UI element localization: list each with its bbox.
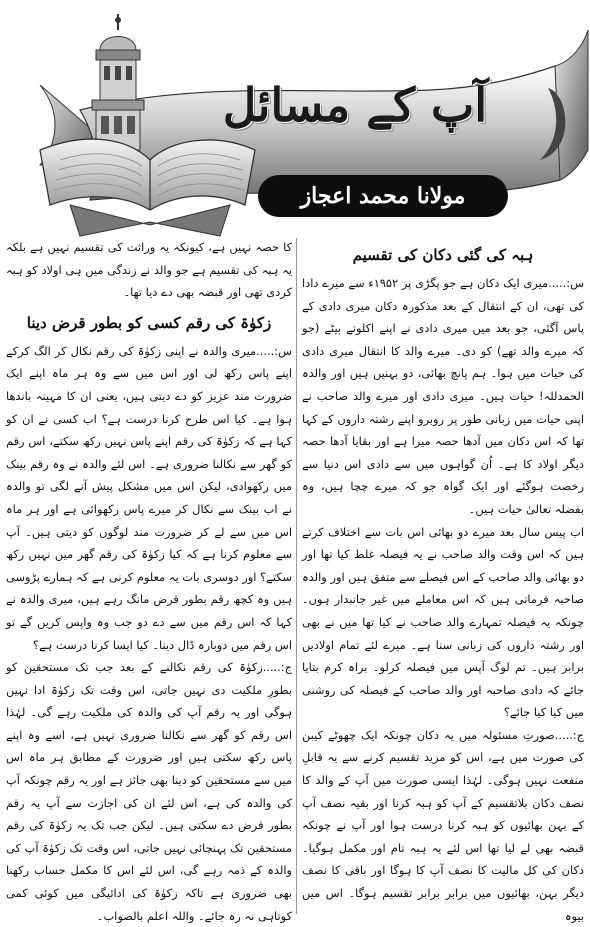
header-title: آپ کے مسائل	[222, 78, 488, 132]
article-heading-gifted-shop: ہبہ کی گئی دکان کی تقسیم	[352, 246, 534, 264]
right-column	[302, 236, 584, 927]
author-name-badge: مولانا محمد اعجاز مصطفیٰ	[258, 175, 508, 217]
question-paragraph-2: اب پیس سال بعد میرے دو بھائی اس بات سے اختلاف کرتے ہیں کہ اس وقت والد صاحب نے یہ فیصلہ غلط کیا تھا اور دو بھائی والد صاحب کے اس فیصلے سے متفق ہیں اور والدہ صاحبہ فرماتی ہیں کہ اس معاملے میں غیر جانبدار ہوں۔ چونکہ یہ فیصلہ تمہارے والد صاحب نے کیا تھا میں نے بھی اور رشتہ داروں کی زبانی سنا ہے۔ میرے لئے تمام اولادیں برابر ہیں۔ تم لوگ آپس میں فیصلہ کرلو۔ براہ کرم بتایا جائے کہ دادی صاحبہ اور والد صاحب کے فیصلہ کی روشنی میں کیا کیا جائے؟	[302, 524, 584, 720]
mosque-minaret-icon	[92, 14, 144, 150]
question-text: س:.....میری ایک دکان ہے جو پگڑی پر ۱۹۵۲ء سے میرے دادا کی تھی، ان کے انتقال کے بعد مذکورہ دکان میری دادی کے پاس آگئی، جو بعد میں میری دادی نے اپنے اکلوتے بیٹے (جو کہ میرے والد تھے) کو دی۔ میرے والد کا انتقال میری دادی کی حیات میں ہوا۔ ہم پانچ بھائی، دو بہنیں ہیں اور والدہ الحمدللہ! حیات ہیں۔ میری دادی اور میرے والد صاحب نے اپنی حیات میں زبانی طور پر روبرو اپنے رشتہ داروں کے کہا تھا کہ اس دکان میں آدھا حصہ میرا ہے اور بقایا آدھا حصہ دیگر اولاد کا ہے۔ اُن گواہوں میں سے دادی اس دنیا سے رخصت ہوگئے اور ایک گواہ جو کہ میرے چچا ہیں، وہ بفضلہ تعالیٰ حیات ہیں۔	[302, 276, 584, 516]
question-text: س:.....میری والدہ نے اپنی زکوٰۃ کی رقم نکال کر الگ کرکے اپنے پاس رکھ لی اور اس میں سے وہ ہر ماہ اپنے ایک ضرورت مند عزیز کو دے دیتی ہیں، یعنی ان کا مہینہ باندھا ہوا ہے۔ کیا اس طرح کرنا درست ہے؟ اب کسی نے ان کو کہا ہے کہ زکوٰۃ کی رقم اپنے پاس نہیں رکھ سکتے، اس رقم کو گھر سے نکالنا ضروری ہے۔ اس لئے والدہ نے وہ رقم بینک میں رکھوادی، لیکن اس میں مشکل پیش آنے لگی تو والدہ نے اب بینک سے نکال کر میرے پاس رکھوائی ہے اور ہر ماہ اس میں سے لے کر ضرورت مند لوگوں کو دیتی ہیں۔ آپ سے معلوم کرنا ہے کہ کیا زکوٰۃ کی رقم گھر میں نہیں رکھ سکتے؟ اور دوسری بات یہ معلوم کرنی ہے کہ ہمارے پڑوسی ہیں وہ کچھ رقم بطور قرض مانگ رہے ہیں، میری والدہ نے کہا کہ اس رقم میں سے دے دو جب وہ واپس کریں گے تو اس رقم میں دوبارہ ڈال دینا۔ کیا ایسا کرنا درست ہے؟	[6, 343, 292, 652]
article-heading-zakat-loan: زکوٰۃ کی رقم کسی کو بطور قرض دینا	[26, 313, 272, 332]
page-header	[0, 0, 590, 251]
answer-text: ج:.....زکوٰۃ کی رقم نکالنے کے بعد جب تک مستحقین کو بطورِ ملکیت دی نہیں جاتی، اس وقت تک زکوٰۃ ادا نہیں ہوگی اور یہ رقم آپ کی والدہ کی ملکیت رہے گی۔ لہٰذا اس رقم کو گھر سے نکالنا ضروری نہیں ہے، اسے وہ اپنے پاس رکھ سکتی ہیں اور ضرورت کے مطابق ہر ماہ اس میں سے مستحقین کو دینا بھی جائز ہے اور یہ رقم چونکہ آپ کی والدہ کی ہے، اس لئے ان کی اجازت سے آپ یہ رقم بطور قرض دے سکتی ہیں۔ لیکن جب تک یہ زکوٰۃ کی رقم مستحقین تک پہنچائی نہیں جاتی، اس وقت تک زکوٰۃ آپ کی والدہ کے ذمہ رہے گی، اس لئے اس کا مکمل حساب رکھنا بھی ضروری ہے تاکہ زکوٰۃ کی ادائیگی میں کوئی کمی کوتاہی نہ رہ جائے۔ واللہ اعلم بالصواب۔	[6, 660, 292, 923]
left-column	[6, 236, 292, 927]
answer-text: ج:.....صورتِ مسئولہ میں یہ دکان چونکہ ایک چھوٹے کیبن کی صورت میں ہے، اس کو مزید تقسیم کرنے سے یہ قابلِ منفعت نہیں ہوگی۔ لہٰذا ایسی صورت میں آپ کے والد کا نصف دکان بلاتقسیم کے آپ کو ہبہ کرنا اور بقیہ نصف آپ کے بہن بھائیوں کو ہبہ کرنا درست ہوا اور آپ نے چونکہ قبضہ بھی لے لیا تھا اس لئے یہ ہبہ تام اور مکمل ہوگیا۔ دکان کی کل مالیت کا نصف آپ کا ہوگا اور باقی کا نصف دیگر بہن، بھائیوں میں برابر برابر تقسیم ہوگا۔ اس میں بیوہ	[302, 727, 584, 923]
answer-continuation: کا حصہ نہیں ہے، کیونکہ یہ وراثت کی تقسیم نہیں ہے بلکہ یہ ہبہ کی تقسیم ہے جو والد نے زندگی میں ہی اولاد کو ہبہ کردی تھی اور قبضہ بھی دے دیا تھا۔	[6, 240, 292, 300]
column-divider	[296, 238, 297, 914]
